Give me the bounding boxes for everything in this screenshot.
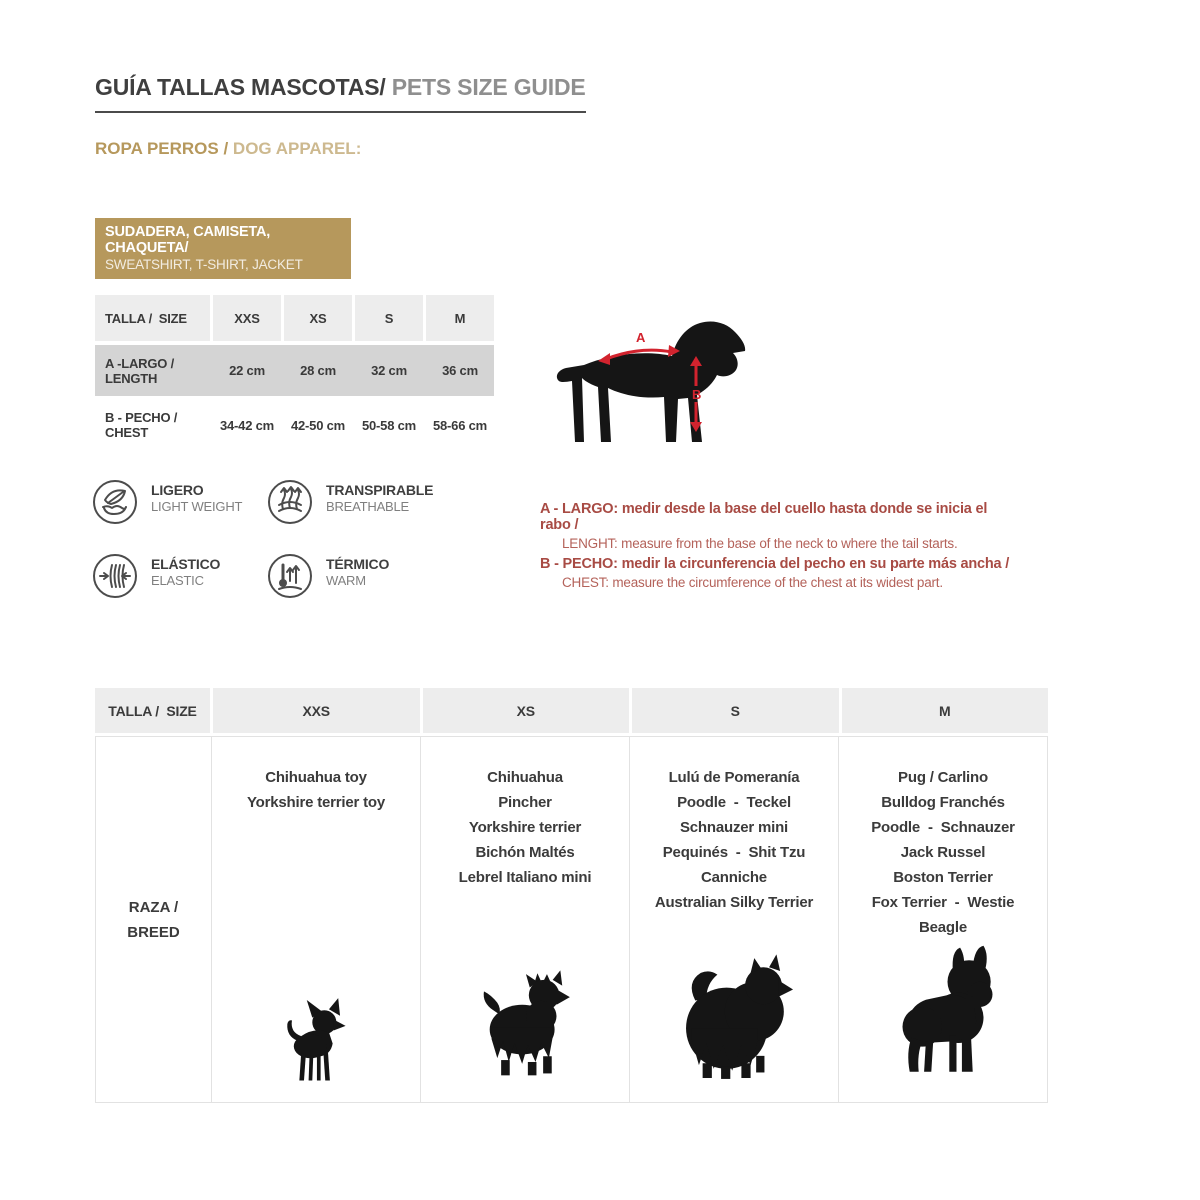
breed-cell-xs	[420, 737, 629, 1102]
list-item: Pequinés - Shit Tzu	[662, 844, 806, 861]
size-table-length-row	[95, 345, 494, 396]
list-item: Poodle - Schnauzer	[871, 819, 1015, 836]
chihuahua-toy-silhouette	[279, 997, 353, 1090]
product-category-banner	[95, 218, 351, 279]
breed-cell-s	[629, 737, 838, 1102]
breed-row-label	[96, 737, 211, 1102]
feature-label-en: ELASTIC	[151, 573, 204, 588]
page-title-en: PETS SIZE GUIDE	[385, 74, 586, 100]
diagram-label-b: B	[692, 387, 702, 402]
feature-lightweight	[92, 479, 267, 525]
thermometer-icon	[267, 553, 313, 599]
breed-table-body	[95, 736, 1048, 1103]
labrador-silhouette	[557, 321, 745, 442]
list-item: 36 cm	[442, 363, 478, 378]
list-item: 32 cm	[371, 363, 407, 378]
list-item: Fox Terrier - Westie	[871, 894, 1015, 911]
banner-line-es: SUDADERA, CAMISETA, CHAQUETA/	[105, 224, 271, 256]
feature-label-es: ELÁSTICO	[151, 556, 221, 572]
list-item: Australian Silky Terrier	[654, 894, 814, 911]
note-b-es: B - PECHO: medir la circunferencia del pecho en su parte más ancha /	[540, 556, 1010, 572]
list-item: Boston Terrier	[893, 869, 993, 886]
page-title	[95, 74, 586, 113]
list-item: M	[426, 295, 494, 341]
breathable-fabric-icon	[267, 479, 313, 525]
row-label-line: RAZA /	[128, 898, 179, 916]
list-item: Schnauzer mini	[679, 819, 789, 836]
list-item: Bulldog Franchés	[881, 794, 1005, 811]
list-item: Chihuahua	[487, 769, 563, 786]
list-item: XXS	[213, 688, 420, 733]
breed-size-table	[95, 688, 1048, 1103]
feature-label-en: BREATHABLE	[326, 499, 410, 514]
yorkshire-terrier-silhouette	[473, 970, 578, 1090]
list-item: 58-66 cm	[426, 400, 494, 450]
list-item: 42-50 cm	[284, 400, 352, 450]
feature-label-en: LIGHT WEIGHT	[151, 499, 243, 514]
note-a-es: A - LARGO: medir desde la base del cuello hasta donde se inicia el rabo /	[540, 501, 988, 533]
size-table-header-row	[95, 295, 494, 341]
row-label-line: BREED	[127, 923, 180, 941]
size-measurements-table	[95, 295, 494, 454]
breed-cell-m	[838, 737, 1047, 1102]
feature-elastic	[92, 553, 267, 599]
list-item: Yorkshire terrier toy	[246, 794, 386, 811]
french-bulldog-silhouette	[876, 942, 1011, 1090]
list-item: S	[632, 688, 839, 733]
list-item: Jack Russel	[900, 844, 986, 861]
feature-warm	[267, 553, 507, 599]
list-item: 22 cm	[229, 363, 265, 378]
breed-list	[630, 765, 838, 915]
dog-measurement-diagram	[550, 296, 765, 451]
list-item: A -LARGO / LENGTH	[105, 355, 178, 386]
list-item: Beagle	[919, 919, 967, 936]
list-item: XS	[284, 295, 352, 341]
list-item: XS	[423, 688, 630, 733]
list-item: Pug / Carlino	[898, 769, 988, 786]
list-item: 50-58 cm	[355, 400, 423, 450]
list-item: TALLA / SIZE	[95, 688, 210, 733]
list-item: Poodle - Teckel	[677, 794, 791, 811]
page-title-es: GUÍA TALLAS MASCOTAS/	[95, 74, 386, 100]
list-item: Chihuahua toy	[265, 769, 367, 786]
measurement-instructions	[540, 501, 1010, 595]
diagram-label-a: A	[636, 330, 646, 345]
feature-label-en: WARM	[326, 573, 366, 588]
breed-table-header-row	[95, 688, 1048, 733]
list-item: 34-42 cm	[213, 400, 281, 450]
note-a-en: LENGHT: measure from the base of the neck to where the tail starts.	[562, 536, 958, 551]
list-item: Bichón Maltés	[475, 844, 575, 861]
breed-list	[421, 765, 629, 890]
feature-label-es: LIGERO	[151, 482, 204, 498]
size-table-chest-row	[95, 400, 494, 450]
list-item: Pincher	[498, 794, 552, 811]
list-item: S	[355, 295, 423, 341]
list-item: M	[842, 688, 1049, 733]
page-subtitle	[95, 139, 361, 159]
list-item: Lulú de Pomeranía	[668, 769, 800, 786]
breed-cell-xxs	[211, 737, 420, 1102]
list-item: XXS	[213, 295, 281, 341]
feature-label-es: TRANSPIRABLE	[326, 482, 434, 498]
elastic-stretch-icon	[92, 553, 138, 599]
list-item: TALLA / SIZE	[95, 295, 210, 341]
fabric-features	[92, 479, 507, 599]
feather-hand-icon	[92, 479, 138, 525]
subtitle-es: ROPA PERROS /	[95, 139, 229, 158]
breed-list	[212, 765, 420, 815]
feature-breathable	[267, 479, 507, 525]
subtitle-en: DOG APPAREL:	[228, 139, 362, 158]
list-item: Yorkshire terrier	[468, 819, 582, 836]
breed-list	[839, 765, 1047, 940]
list-item: B - PECHO / CHEST	[95, 400, 210, 450]
feature-label-es: TÉRMICO	[326, 556, 390, 572]
banner-line-en: SWEATSHIRT, T-SHIRT, JACKET	[105, 257, 303, 272]
pomeranian-silhouette	[669, 947, 799, 1090]
list-item: Canniche	[701, 869, 767, 886]
note-b-en: CHEST: measure the circumference of the chest at its widest part.	[562, 575, 943, 590]
list-item: Lebrel Italiano mini	[458, 869, 592, 886]
list-item: 28 cm	[300, 363, 336, 378]
